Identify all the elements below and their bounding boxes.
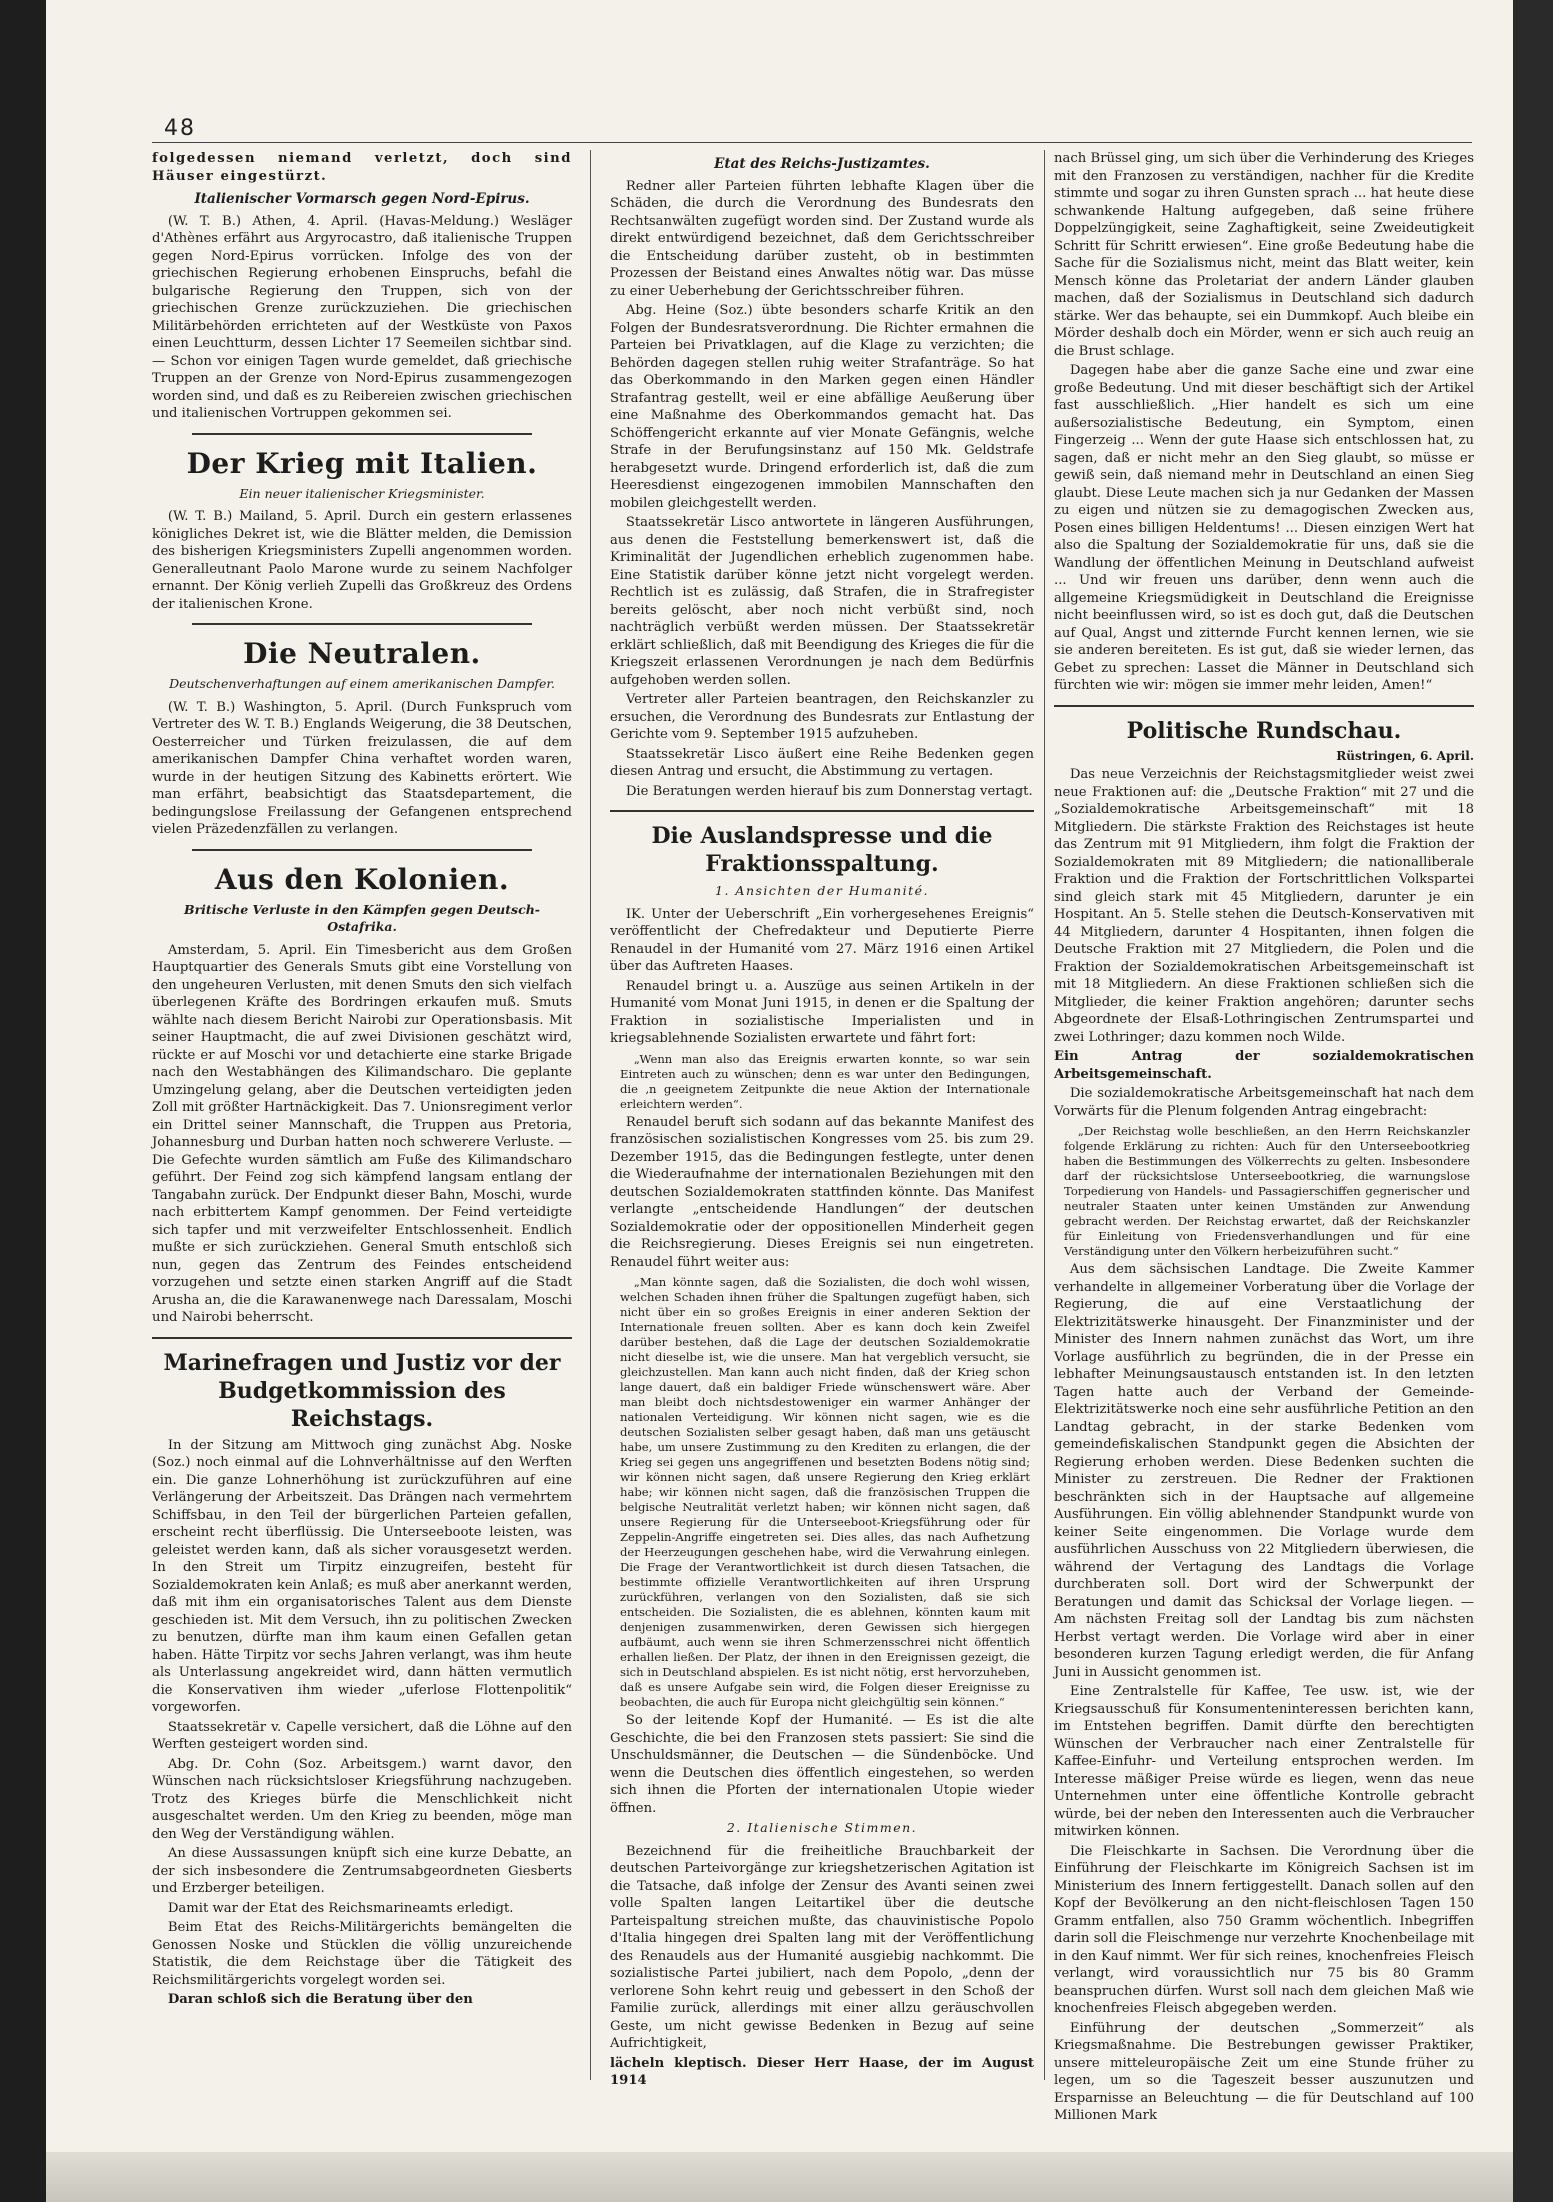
paragraph: Die Fleischkarte in Sachsen. Die Verordnung über die Einführung der Fleischkarte im Königreich Sachsen ist im Ministerium des Innern fertiggestellt. Danach sollen auf den Kopf der Bevölkerung an den nicht-fleischlosen Tagen 150 Gramm entfallen, also 750 Gramm wöchentlich. Inbegriffen darin soll die Fleischmenge nur verzehrte Knochenbeilage mit in den Kauf nimmt. Wer für sich reines, knochenfreies Fleisch verlangt, wird voraussichtlich nur 75 bis 80 Gramm beanspruchen dürfen. Wurst soll nach dem gleichen Maß wie knochenfreies Fleisch abgegeben werden. [1054,1843,1474,2016]
headline-epirus: Italienischer Vormarsch gegen Nord-Epirus. [194,191,530,207]
paragraph: Abg. Heine (Soz.) übte besonders scharfe Kritik an den Folgen der Bundesratsverordnung. Die Richter ermahnen die Parteien bei Privatklagen, auf die Klage zu verzichten; die Behörden dagegen stellen ruhig weiter Strafanträge. So hat das Oberkommando in den Marken gegen einen Händler Strafantrag gestellt, weil er eine abfällige Aeußerung über eine Maßnahme des Oberkommandos gemacht hat. Das Schöffengericht erkannte auf vier Monate Gefängnis, welche Strafe in der Berufungsinstanz auf 150 Mk. Geldstrafe herabgesetzt wurde. Dringend erforderlich ist, daß die zum Heeresdienst eingezogenen immobilen Mannschaften den mobilen gleichgestellt werden. [610,303,1034,511]
paragraph: IK. Unter der Ueberschrift „Ein vorhergesehenes Ereignis“ veröffentlicht der Chefredakteur und Deputierte Pierre Renaudel in der Humanité vom 27. März 1916 einen Artikel über das Auftreten Haases. [610,906,1034,974]
dateline: Rüstringen, 6. April. [1336,748,1474,763]
paragraph: Bezeichnend für die freiheitliche Brauchbarkeit der deutschen Parteivorgänge zur kriegshetzerischen Agitation ist die Tatsache, daß infolge der Zensur des Avanti seinen zwei volle Spalten langen Leitartikel über die deutsche Parteispaltung streichen mußte, das chauvinistische Popolo d'Italia hingegen drei Spalten lang mit der Veröffentlichung des Renaudels aus der Humanité ausgiebig nachkommt. Die sozialistische Partei jubiliert, nach dem Popolo, „denn der verlorene Sohn kehrt reuig und gebessert in den Schoß der Familie zurück, allerdings mit einer allzu geräuschvollen Geste, um nicht gewisse Bedenken in Bezug auf seine Aufrichtigkeit, [610,1843,1034,2051]
page-number: 48 [164,116,196,141]
divider [152,1337,572,1339]
column-rule [590,150,591,2080]
subheadline: 2. Italienische Stimmen. [726,1820,918,1835]
paragraph: Einführung der deutschen „Sommerzeit“ als Kriegsmaßnahme. Die Bestrebungen gewisser Praktiker, unsere mitteleuropäische Zeit um eine Stunde früher zu legen, um so die Tageszeit besser auszunutzen und Ersparnisse an Beleuchtung — die für Deutschland auf 100 Millionen Mark [1054,2020,1474,2123]
headline-marinefragen: Marinefragen und Justiz vor der Budgetkommission des Reichstags. [163,1349,561,1432]
subheadline: Deutschenverhaftungen auf einem amerikanischen Dampfer. [169,676,555,691]
paragraph: Die sozialdemokratische Arbeitsgemeinschaft hat nach dem Vorwärts für die Plenum folgenden Antrag eingebracht: [1054,1086,1474,1119]
headline-etat-justizamt: Etat des Reichs-Justizamtes. [714,156,930,172]
paragraph: Daran schloß sich die Beratung über den [167,1992,473,2007]
paragraph: Redner aller Parteien führten lebhafte Klagen über die Schäden, die durch die Verordnung des Bundesrats den Rechtsanwälten zugefügt worden sind. Der Zustand wurde als direkt entwürdigend bezeichnet, daß dem Gerichtsschreiber die Entscheidung darüber zusteht, ob in bestimmten Prozessen der Beistand eines Anwaltes nötig war. Das müsse zu einer Ueberhebung der Gerichtsschreiber führen. [610,178,1034,299]
article-intro: folgedessen niemand verletzt, doch sind Häuser eingestürzt. [152,151,572,184]
column-rule [1044,150,1045,2080]
paragraph: Eine Zentralstelle für Kaffee, Tee usw. ist, wie der Kriegsausschuß für Konsumenteninteressen berichten kann, im Entstehen begriffen. Damit dürfte den berechtigten Wünschen der Verbraucher nach einer Zentralstelle für Kaffee-Einfuhr- und Verteilung entsprochen werden. Im Interesse mäßiger Preise würde es liegen, wenn das neue Unternehmen unter eine öffentliche Kontrolle gebracht würde, bei der neben den Interessenten auch die Verbraucher mitwirken können. [1054,1684,1474,1839]
quote: „Der Reichstag wolle beschließen, an den Herrn Reichskanzler folgende Erklärung zu richten: Auch für den Unterseebootkrieg haben die Bestimmungen des Völkerrechts zu gelten. Insbesondere darf der rücksichtslose Unterseebootkrieg, die warnungslose Torpedierung von Handels- und Passagierschiffen gegnerischer und neutraler Staaten unter keinen Umständen zur Anwendung gebracht werden. Der Reichstag erwartet, daß der Reichskanzler für Einleitung von Friedensverhandlungen und für eine Verständigung unter den Völkern herbeizuführen sucht.“ [1064,1124,1470,1258]
top-rule [152,142,1472,143]
quote: „Man könnte sagen, daß die Sozialisten, die doch wohl wissen, welchen Schaden ihnen früher die Spaltungen zugefügt haben, sich nicht über ein so großes Ereignis in einer anderen Sektion der Internationale freuen sollten. Aber es kann doch kein Zweifel darüber bestehen, daß die Lage der deutschen Sozialdemokratie nicht dieselbe ist, wie die unsere. Man hat vergeblich versucht, sie gleichzustellen. Man kann auch nicht finden, daß der Krieg schon lange dauert, daß ein baldiger Friede wünschenswert wäre. Aber man bleibt doch nichtsdestoweniger ein warmer Anhänger der nationalen Verteidigung. Wir können nicht sagen, wie es die deutschen Sozialisten selber gesagt haben, daß man uns getäuscht habe, um unsere Zustimmung zu den Krediten zu erlangen, die der Krieg sei gegen uns angegriffenen und besetzten Bodens nötig sind; wir können nicht sagen, daß unsere Regierung den Krieg erklärt habe; wir können nicht sagen, daß die französischen Truppen die belgische Neutralität verletzt haben; wir können nicht sagen, daß unsere Regierung für die Unterseeboot-Kriegsführung oder für Zeppelin-Angriffe eingetreten sei. Dies alles, das nach Aufhetzung der Heerzeugungen geschehen habe, wird die Verwahrung einlegen. Die Frage der Verantwortlichkeit ist durch diesen Tatsachen, die bestimmte offizielle Verantwortlichkeiten auf ihren Ursprung zurückführen, verlangen von den Sozialisten, daß sie sich entscheiden. Die Sozialisten, die es ablehnen, könnten kaum mit denjenigen zusammenwirken, deren Gewissen sich hiergegen aufbäumt, auch wenn sie ihren Schmerzensschrei nicht öffentlich erhallen ließen. Der Platz, der ihnen in den Ereignissen gezeigt, die sich in Deutschland abspielen. Es ist nicht nötig, erst hervorzuheben, daß es unsere Aufgabe sein wird, die Folgen dieser Ereignisse zu beobachten, die auch für Europa nicht gleichgültig sein können.“ [620,1275,1030,1709]
headline-auslandspresse: Die Auslandspresse und die Fraktionsspaltung. [651,823,993,877]
paragraph: Beim Etat des Reichs-Militärgerichts bemängelten die Genossen Noske und Stücklen die völlig unzureichende Statistik, die dem Reichstage über die Tätigkeit des Reichsmilitärgerichts vorgelegt worden sei. [152,1920,572,1988]
scan-right-edge [1513,0,1553,2202]
paragraph: Die Beratungen werden hierauf bis zum Donnerstag vertagt. [625,783,1033,799]
paragraph: Vertreter aller Parteien beantragen, den Reichskanzler zu ersuchen, die Verordnung des Bundesrats zur Entlastung der Gerichte vom 9. September 1915 aufzuheben. [610,692,1034,742]
paragraph: Staatssekretär v. Capelle versichert, daß die Löhne auf den Werften gesteigert worden sind. [152,1719,572,1752]
subheadline: Ein neuer italienischer Kriegsminister. [239,485,485,501]
paragraph: Amsterdam, 5. April. Ein Timesbericht aus dem Großen Hauptquartier des Generals Smuts gibt eine Vorstellung von den ungeheuren Verlusten, mit denen Smuts den sich vielfach überlegenen Kräfte des Bordringen erkaufen muß. Smuts wählte nach diesem Bericht Nairobi zur Operationsbasis. Mit seiner Hauptmacht, die auf zwei Divisionen geschätzt wird, rückte er auf Moschi vor und detachierte eine starke Brigade nach den Westabhängen des Kilimandscharo. Die geplante Umzingelung gelang, aber die Deutschen verteidigten jeden Zoll mit größter Hartnäckigkeit. Das 7. Unionsregiment verlor ein Drittel seiner Mannschaft, die Truppen aus Pretoria, Johannesburg und Durban hatten noch schwerere Verluste. — Die Gefechte wurden sämtlich am Fuße des Kilimandscharo geführt. Der Feind zog sich kämpfend langsam entlang der Tangabahn zurück. Der Endpunkt dieser Bahn, Moschi, wurde nach erbittertem Kampf genommen. Der Feind verteidigte sich tapfer und mit verzweifelter Entschlossenheit. Endlich mußte er sich zurückziehen. General Smuth entschloß sich nun, gegen das Zentrum des Feindes entscheidend vorzugehen und setzte einen starken Angriff auf die Stadt Arusha an, die die Karawanenwege nach Daressalam, Moschi und Nairobi beherrscht. [152,942,572,1325]
paragraph: (W. T. B.) Washington, 5. April. (Durch Funkspruch vom Vertreter des W. T. B.) Englands Weigerung, die 38 Deutschen, Oesterreicher und Türken freizulassen, die auf dem amerikanischen Dampfer China verhaftet worden waren, wurde in der heutigen Sitzung des Kabinetts erörtert. Wie man erfährt, beabsichtigt das Staatsdepartement, die bedingungslose Freilassung der Gefangenen entsprechend vielen Präzedenzfällen zu verlangen. [152,699,572,837]
paragraph: Aus dem sächsischen Landtage. Die Zweite Kammer verhandelte in allgemeiner Vorberatung über die Vorlage der Regierung, die auf eine Verstaatlichung der Elektrizitätswerke hinausgeht. Der Finanzminister und der Minister des Innern nahmen zunächst das Wort, um ihre Vorlage ausführlich zu begründen, die in der Presse ein lebhafter Meinungsaustausch entstanden ist. In den letzten Tagen hatte auch der Verband der Gemeinde-Elektrizitätswerke noch eine sehr ausführliche Petition an den Landtag gebracht, in der starke Bedenken vom gemeindefiskalischen Standpunkt gegen die Absichten der Regierung erhoben werden. Diese Bedenken suchten die Minister zu zerstreuen. Die Redner der Fraktionen beschränkten sich in der Hauptsache auf allgemeine Ausführungen. Ein völlig ablehnender Standpunkt wurde von keiner Seite eingenommen. Die Vorlage wurde dem ausführlichen Ausschuss von 22 Mitgliedern überwiesen, die während der Vertagung des Landtags die Vorlage durchberaten soll. Dort wird der Schwerpunkt der Beratungen und damit das Schicksal der Vorlage liegen. — Am nächsten Freitag soll der Landtag bis zum nächsten Herbst vertagt werden. Die Vorlage wird aber in einer besonderen kurzen Tagung erledigt werden, die für Anfang Juni in Aussicht genommen ist. [1054,1262,1474,1680]
subheadline: Britische Verluste in den Kämpfen gegen Deutsch-Ostafrika. [184,901,540,934]
paragraph: Staatssekretär Lisco antwortete in längeren Ausführungen, aus denen die Feststellung bemerkenswert ist, daß die Kriminalität der Jugendlichen erheblich zugenommen habe. Eine Statistik darüber könne jetzt nicht vorgelegt werden. Rechtlich ist es zulässig, daß Strafen, die in Strafregister bereits gelöscht, aber noch nicht verbüßt sind, noch nachträglich verbüßt werden müssen. Der Staatssekretär erklärt schließlich, daß mit Beendigung des Krieges die für die Kriegszeit erlassenen Verordnungen je nach dem Bedürfnis aufgehoben werden sollen. [610,515,1034,688]
paragraph: Staatssekretär Lisco äußert eine Reihe Bedenken gegen diesen Antrag und ersucht, die Abstimmung zu vertagen. [610,746,1034,779]
paragraph: Abg. Dr. Cohn (Soz. Arbeitsgem.) warnt davor, den Wünschen nach rücksichtsloser Kriegsführung nachzugeben. Trotz des Krieges bürfe die Menschlichkeit nicht ausgeschaltet werden. Um den Krieg zu beenden, möge man den Weg der Verständigung wählen. [152,1756,572,1842]
divider [192,623,532,625]
paragraph: Damit war der Etat des Reichsmarineamts erledigt. [167,1900,514,1916]
paragraph: Dagegen habe aber die ganze Sache eine und zwar eine große Bedeutung. Und mit dieser beschäftigt sich der Artikel fast ausschließlich. „Hier handelt es sich um eine außersozialistische Bedeutung, ein Symptom, einen Fingerzeig ... Wenn der gute Haase sich entschlossen hat, zu sagen, daß er nicht mehr an den Sieg glaubt, so müsse er gewiß sein, daß niemand mehr in Deutschland an einen Sieg glaubt. Diese Leute machen sich ja nur Gedanken der Massen zu eigen und nützen sie zu demagogischen Zwecken aus, Posen eines billigen Heldentums! ... Diesen einzigen Wert hat also die Spaltung der Sozialdemokratie für uns, daß sie die Wandlung der öffentlichen Meinung in Deutschland aufweist ... Und wir freuen uns darüber, denn wenn auch die allgemeine Kriegsmüdigkeit in Deutschland die Ereignisse nicht beeinflussen wird, so ist es doch gut, daß die Deutschen auf Qual, Angst und zitternde Furcht kennen lernen, wie sie sie anderen bereiteten. Es ist gut, daß sie wieder lernen, das Gebet zu sprechen: Lasset die Männer in Deutschland sich fürchten wie wir: mögen sie immer mehr leiden, Amen!“ [1054,363,1474,693]
paragraph: An diese Aussassungen knüpft sich eine kurze Debatte, an der sich insbesondere die Zentrumsabgeordneten Giesberts und Erzberger beteiligen. [152,1846,572,1896]
paragraph: Renaudel beruft sich sodann auf das bekannte Manifest des französischen sozialistischen Kongresses vom 25. bis zum 29. Dezember 1915, das die Bedingungen festlegte, unter denen die Wiederaufnahme der internationalen Beziehungen mit den deutschen Sozialdemokraten stattfinden könnte. Das Manifest verlangte „entscheidende Handlungen“ der deutschen Sozialdemokratie oder der oppositionellen Minderheit gegen die Reichsregierung. Dieses Ereignis sei nun eingetreten. Renaudel führt weiter aus: [610,1114,1034,1270]
paragraph: (W. T. B.) Mailand, 5. April. Durch ein gestern erlassenes königliches Dekret ist, wie die Blätter melden, die Demission des bisherigen Kriegsministers Zupelli angenommen worden. Generalleutnant Paolo Marone wurde zu seinem Nachfolger ernannt. Der König verlieh Zupelli das Großkreuz des Ordens der italienischen Krone. [152,509,572,612]
divider [1054,705,1474,707]
column-1 [152,150,572,2100]
paragraph: Renaudel bringt u. a. Auszüge aus seinen Artikeln in der Humanité vom Monat Juni 1915, in denen er die Spaltung der Fraktion in sozialistische Imperialisten und in kriegsablehnende Sozialisten erwartete und fährt fort: [610,978,1034,1046]
paragraph: So der leitende Kopf der Humanité. — Es ist die alte Geschichte, die bei den Franzosen stets passiert: Sie sind die Unschuldsmänner, die Deutschen — die Sündenböcke. Und wenn die Deutschen dies öffentlich eingestehen, so werden sich ihnen die Pforten der internationalen Utopie wieder öffnen. [610,1713,1034,1816]
divider [192,849,532,851]
subheadline: 1. Ansichten der Humanité. [715,883,929,898]
headline-neutralen: Die Neutralen. [243,637,481,670]
headline-politische-rundschau: Politische Rundschau. [1126,717,1402,744]
paragraph: (W. T. B.) Athen, 4. April. (Havas-Meldung.) Wesläger d'Athènes erfährt aus Argyrocastro, daß italienische Truppen gegen Nord-Epirus vorrücken. Infolge des von der griechischen Regierung erhobenen Einspruchs, befahl die bulgarische Regierung den Truppen, sich von der griechischen Grenze zurückzuziehen. Die griechischen Militärbehörden errichteten auf der Westküste von Paxos einen Leuchtturm, dessen Lichter 17 Seemeilen sichtbar sind. — Schon vor einigen Tagen wurde gemeldet, daß griechische Truppen an der Grenze von Nord-Epirus zusammengezogen worden sind, und daß es zu Reibereien zwischen griechischen und italienischen Vortruppen gekommen sei. [152,213,572,421]
quote: „Wenn man also das Ereignis erwarten konnte, so war sein Eintreten auch zu wünschen; denn es war unter den Bedingungen, die ‚n geeignetem Zeitpunkte die neue Aktion der Internationale erleichtern werden“. [620,1051,1030,1111]
headline-kolonien: Aus den Kolonien. [214,862,510,896]
divider [192,433,532,435]
page-bottom-shadow [46,2152,1513,2202]
divider [610,810,1034,812]
column-3 [1054,150,1474,2123]
scan-left-edge [0,0,46,2202]
subheadline: Ein Antrag der sozialdemokratischen Arbeitsgemeinschaft. [1054,1049,1474,1082]
paragraph: lächeln kleptisch. Dieser Herr Haase, der im August 1914 [610,2055,1034,2088]
paragraph: Das neue Verzeichnis der Reichstagsmitglieder weist zwei neue Fraktionen auf: die „Deutsche Fraktion“ mit 27 und die „Sozialdemokratische Arbeitsgemeinschaft“ mit 18 Mitgliedern. Die stärkste Fraktion des Reichstages ist heute das Zentrum mit 91 Mitgliedern, ihm folgt die Fraktion der Sozialdemokraten mit 89 Mitgliedern; die nationalliberale Fraktion und die Fraktion der Fortschrittlichen Volkspartei sind gleich stark mit 45 Mitgliedern, darunter je ein Hospitant. An 5. Stelle stehen die Deutsch-Konservativen mit 44 Mitgliedern, darunter 4 Hospitanten, ihnen folgen die Deutsche Fraktion mit 27 Mitgliedern, die Polen und die Fraktion der Sozialdemokratischen Arbeitsgemeinschaft ist mit 18 Mitgliedern. An diese Fraktionen schließen sich die Mitglieder, die keiner Fraktion angehören; darunter sechs Abgeordnete der Elsaß-Lothringischen Zentrumspartei und zwei Lothringer; dazu kommen noch Wilde. [1054,767,1474,1045]
paragraph: nach Brüssel ging, um sich über die Verhinderung des Krieges mit den Franzosen zu verständigen, nachher für die Kredite stimmte und sogar zu ihren Gunsten sprach ... hat heute diese schwankende Haltung aufgegeben, daß seine frühere Doppelzüngigkeit, seine Zaghaftigkeit, seine Zweideutigkeit Schritt für Schritt erwiesen“. Eine große Bedeutung habe die Sache für die Sozialismus nicht, meint das Blatt weiter, kein Mensch könne das Proletariat der andern Länder glauben machen, daß der Sozialismus in Deutschland sich dadurch stärke. Wer das behaupte, sei ein Dummkopf. Auch bleibe ein Mörder deshalb doch ein Mörder, wenn er sich auch reuig an die Brust schlage. [1054,151,1474,359]
paragraph: In der Sitzung am Mittwoch ging zunächst Abg. Noske (Soz.) noch einmal auf die Lohnverhältnisse auf den Werften ein. Die ganze Lohnerhöhung ist zurückzuführen auf eine Verlängerung der Arbeitszeit. Das Drängen nach vermehrtem Schiffsbau, in den Teil der bürgerlichen Parteien gefallen, erscheint recht überflüssig. Die Unterseeboote leisten, was geleistet werden kann, daß als sicher vorausgesetzt werden. In den Streit um Tirpitz einzugreifen, besteht für Sozialdemokraten kein Anlaß; es muß aber anerkannt werden, daß mit ihm ein organisatorisches Talent aus dem Dienste geschieden ist. Mit dem Versuch, ihn zu politischen Zwecken zu benutzen, dürfte man ihm kaum einen Gefallen getan haben. Hätte Tirpitz vor sechs Jahren verlangt, was ihm heute als Unterlassung angekreidet wird, dann hätten vermutlich die Konservativen ihm wieder „uferlose Flottenpolitik“ vorgeworfen. [152,1437,572,1715]
column-2 [610,150,1034,2100]
headline-krieg-italien: Der Krieg mit Italien. [186,446,538,480]
